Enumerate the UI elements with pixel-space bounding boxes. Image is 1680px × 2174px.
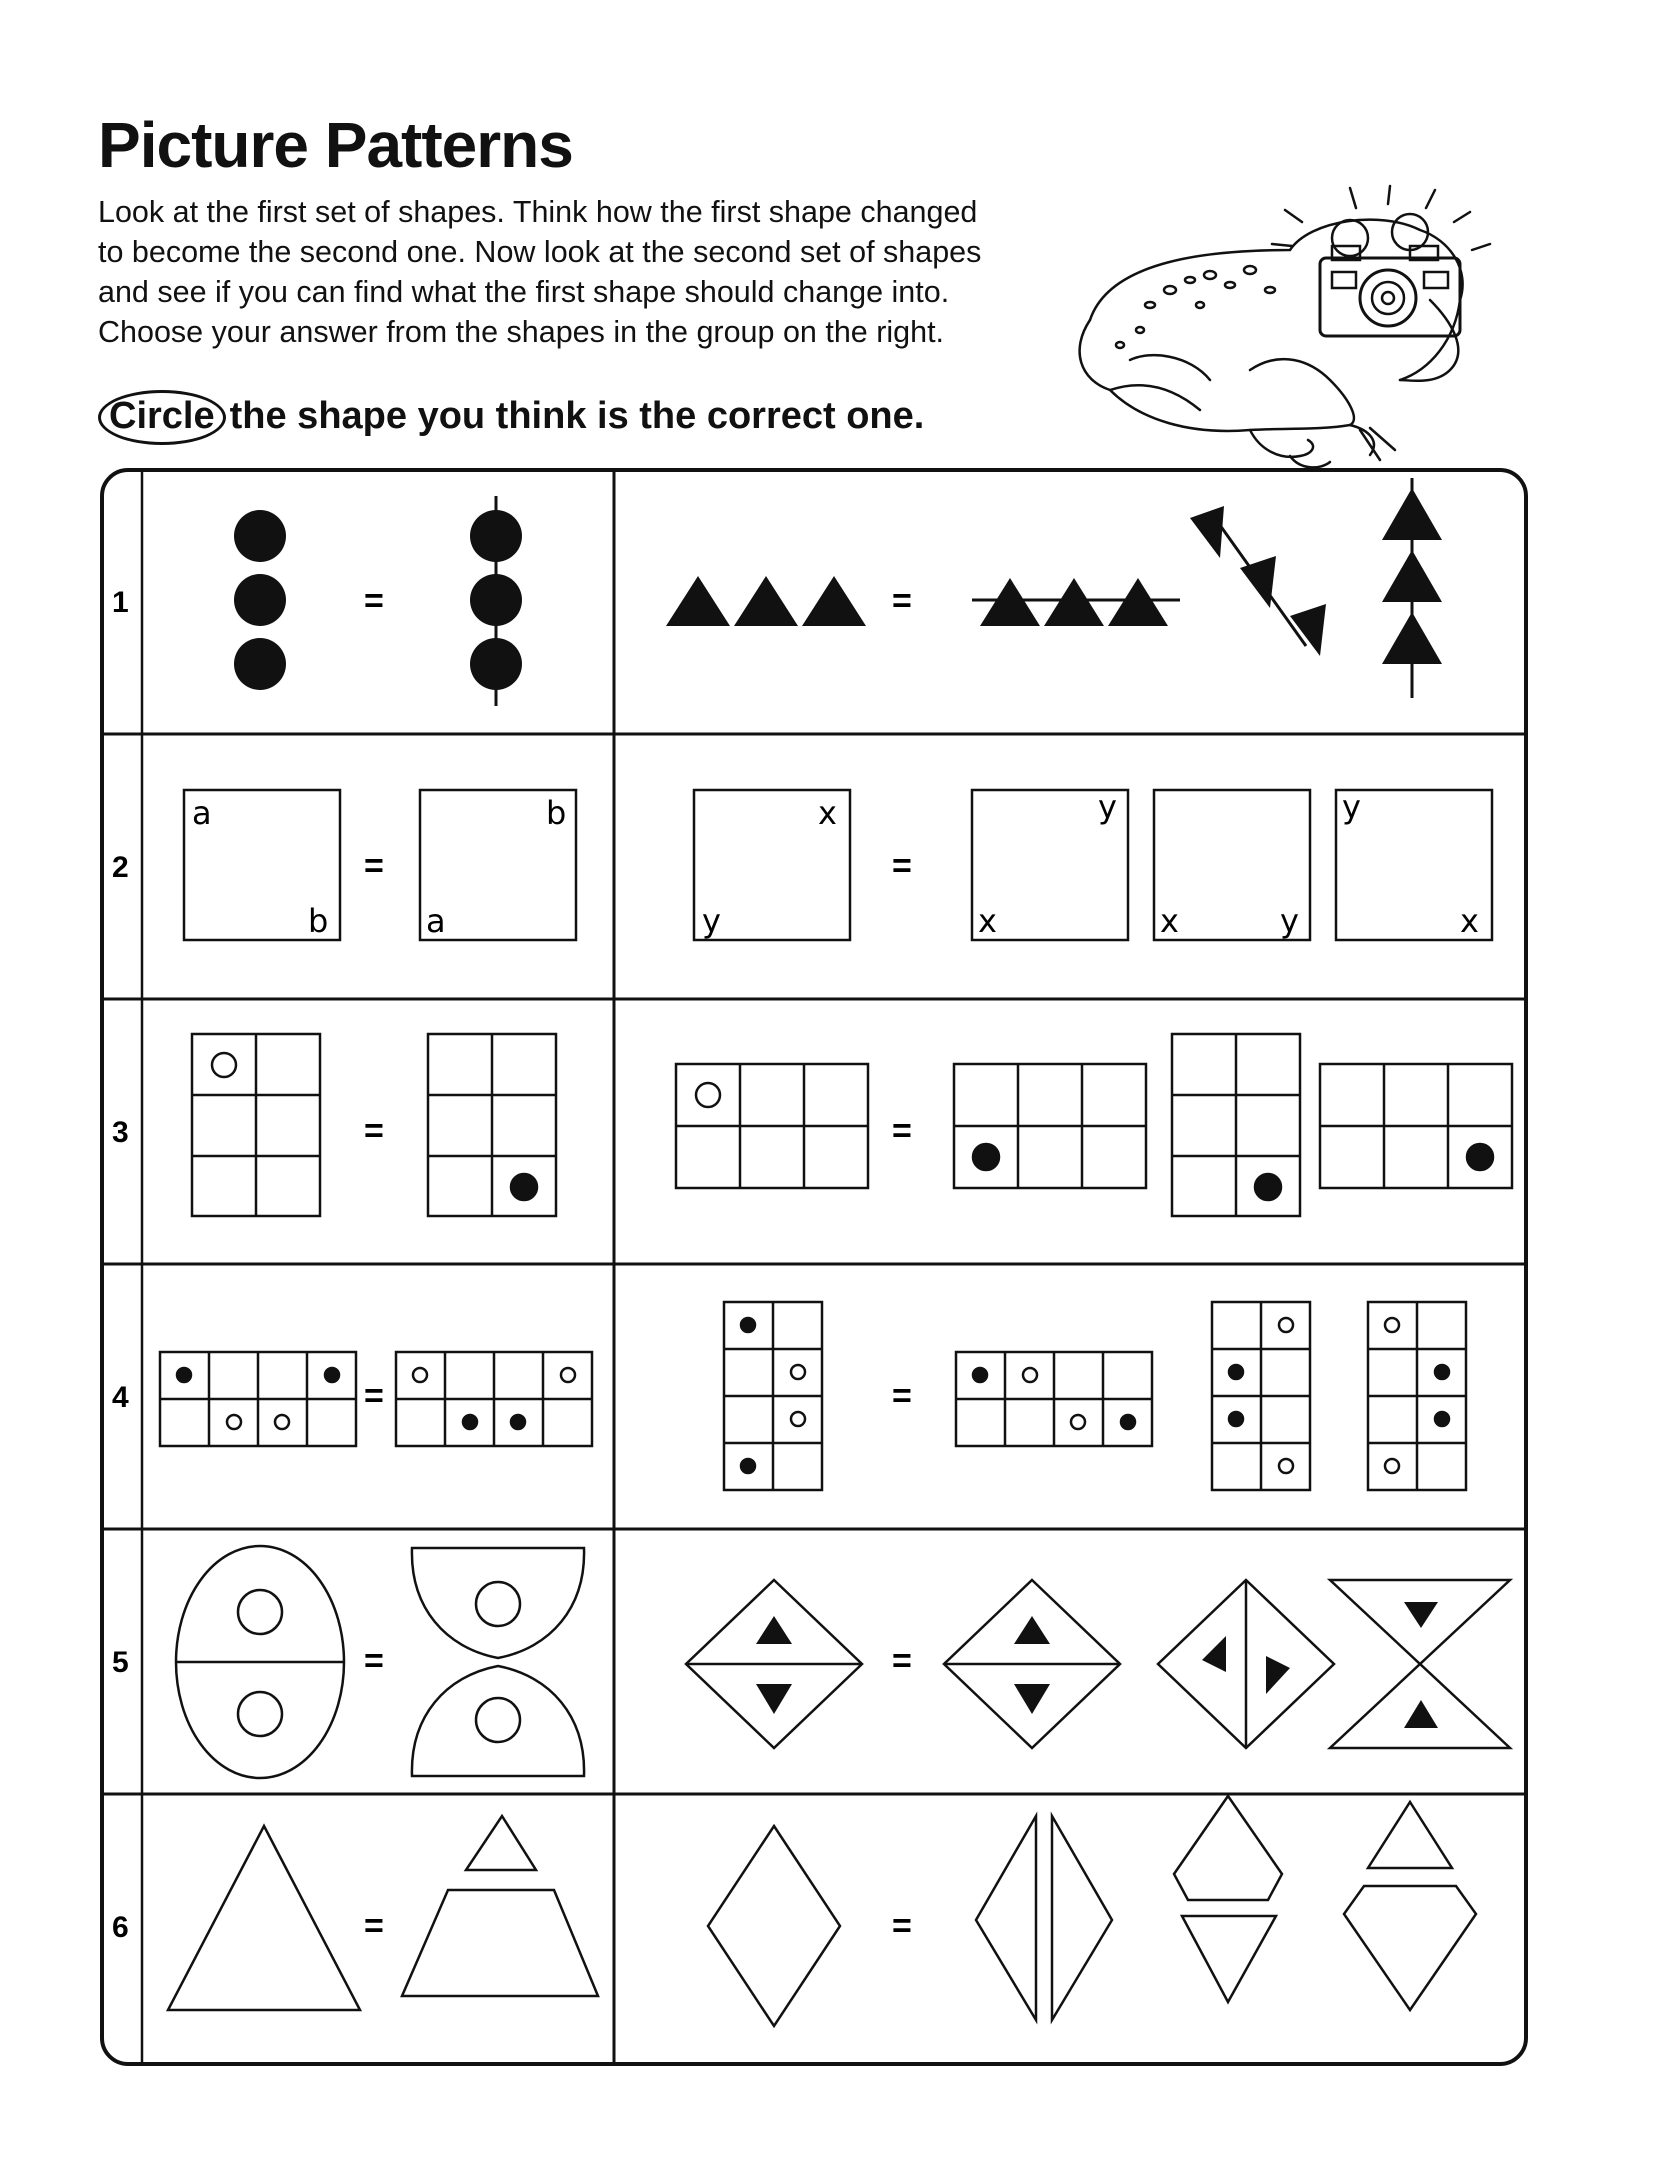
row-number: 5: [112, 1646, 129, 1679]
row-6-question: [708, 1826, 840, 2026]
row-3-answer-c[interactable]: [1320, 1064, 1512, 1188]
circled-word: Circle: [98, 390, 226, 445]
corner-label: b: [308, 902, 329, 940]
corner-label: y: [702, 902, 721, 940]
row-6-answer-a[interactable]: [976, 1816, 1112, 2020]
corner-label: a: [426, 902, 446, 940]
instruction-line: and see if you can find what the first shape should change into.: [98, 275, 950, 309]
corner-label: y: [1280, 902, 1299, 940]
row-1-answer-c[interactable]: [1382, 478, 1442, 698]
row-number: 1: [112, 586, 129, 619]
corner-label: x: [1160, 902, 1179, 940]
page-title: Picture Patterns: [98, 109, 573, 181]
equals-sign: =: [892, 1112, 912, 1150]
row-4-answer-b[interactable]: [1212, 1302, 1310, 1490]
equals-sign: =: [364, 1907, 384, 1945]
row-4-answer-c[interactable]: [1368, 1302, 1466, 1490]
puzzle-grid: [100, 468, 1530, 2068]
row-number: 3: [112, 1116, 129, 1149]
corner-label: y: [1342, 788, 1361, 826]
equals-sign: =: [892, 1377, 912, 1415]
row-number: 4: [112, 1381, 129, 1414]
row-1-question: [666, 576, 866, 626]
instruction-line: to become the second one. Now look at the second set of shapes: [98, 235, 982, 269]
row-5-answer-c[interactable]: [1330, 1580, 1510, 1748]
corner-label: x: [978, 902, 997, 940]
row-number: 6: [112, 1911, 129, 1944]
row-5-question: [686, 1580, 862, 1748]
equals-sign: =: [364, 582, 384, 620]
frog-camera-illustration: [1050, 180, 1520, 470]
row-number: 2: [112, 851, 129, 884]
grid-frame: [102, 470, 1526, 2064]
corner-label: b: [546, 794, 567, 832]
equals-sign: =: [892, 847, 912, 885]
row-1-answer-b[interactable]: [1190, 506, 1326, 656]
directive: [98, 390, 924, 445]
row-1-answer-a[interactable]: [972, 578, 1180, 626]
corner-label: y: [1098, 788, 1117, 826]
equals-sign: =: [364, 1642, 384, 1680]
equals-sign: =: [364, 1377, 384, 1415]
equals-sign: =: [892, 1642, 912, 1680]
corner-label: x: [818, 794, 837, 832]
instruction-line: Look at the first set of shapes. Think how the first shape changed: [98, 195, 978, 229]
row-5-answer-a[interactable]: [944, 1580, 1120, 1748]
equals-sign: =: [364, 1112, 384, 1150]
equals-sign: =: [364, 847, 384, 885]
row-3-answer-b[interactable]: [1172, 1034, 1300, 1216]
row-6-answer-b[interactable]: [1174, 1796, 1282, 2002]
instruction-line: Choose your answer from the shapes in the group on the right.: [98, 315, 945, 349]
corner-label: x: [1460, 902, 1479, 940]
equals-sign: =: [892, 1907, 912, 1945]
corner-label: a: [192, 794, 212, 832]
row-3-question: [676, 1064, 868, 1188]
row-6-answer-c[interactable]: [1344, 1802, 1476, 2010]
row-4-answer-a[interactable]: [956, 1352, 1152, 1446]
equals-sign: =: [892, 582, 912, 620]
row-5-answer-b[interactable]: [1158, 1580, 1334, 1748]
row-4-question: [724, 1302, 822, 1490]
directive-text: the shape you think is the correct one.: [229, 395, 925, 437]
instructions: [98, 192, 1098, 352]
row-3-answer-a[interactable]: [954, 1064, 1146, 1188]
